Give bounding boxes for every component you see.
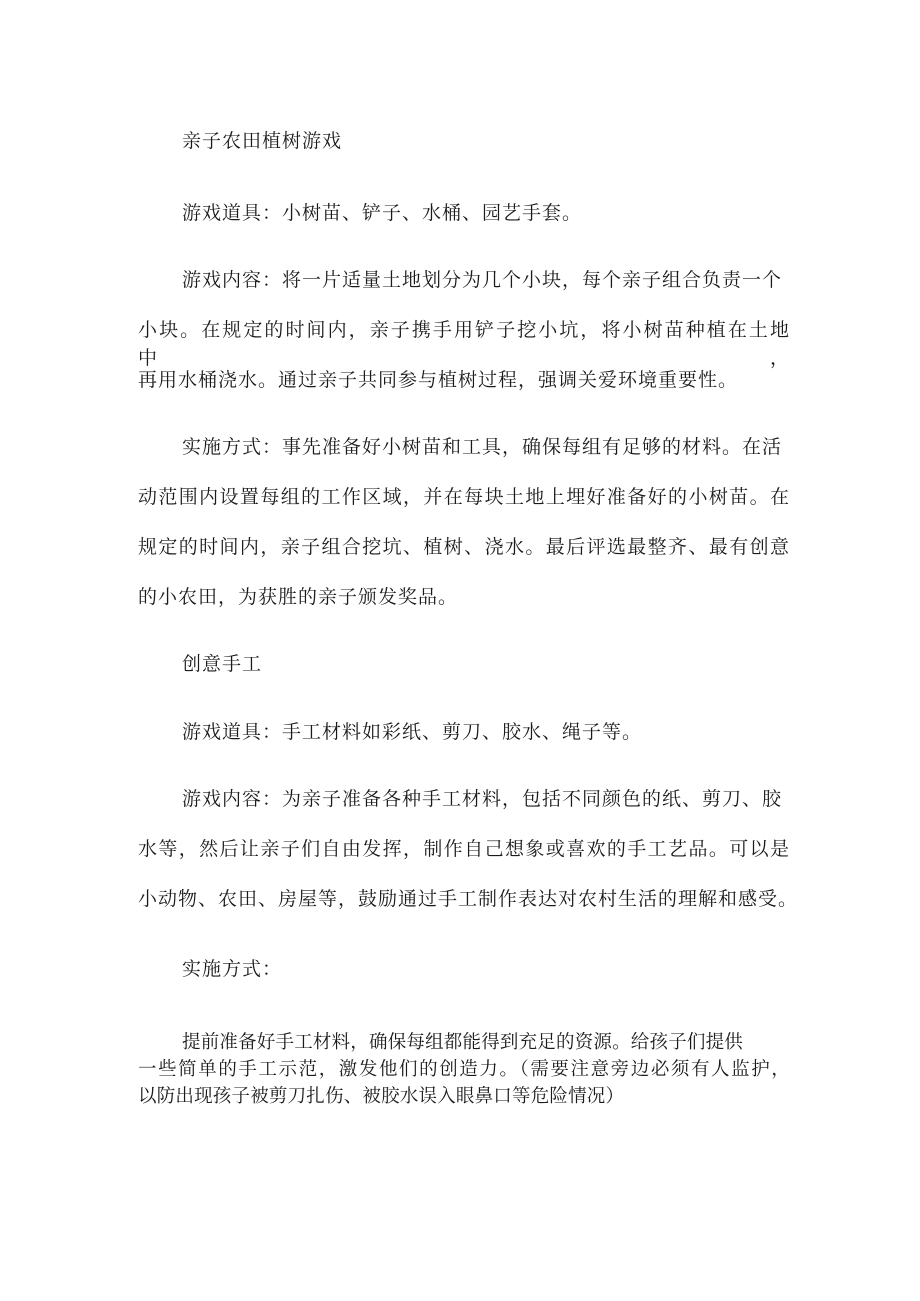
- tree-planting-content-line-3: 再用水桶浇水。通过亲子共同参与植树过程，强调关爱环境重要性。: [138, 369, 739, 391]
- creative-crafts-content-line-2: 水等，然后让亲子们自由发挥，制作自己想象或喜欢的手工艺品。可以是: [138, 838, 790, 860]
- tree-planting-content-line-2: 小块。在规定的时间内，亲子携手用铲子挖小坑，将小树苗种植在土地中，: [138, 319, 790, 369]
- creative-crafts-method-line-3: 以防出现孩子被剪刀扎伤、被胶水误入眼鼻口等危险情况）: [138, 1086, 625, 1107]
- tree-planting-method-line-3: 规定的时间内，亲子组合挖坑、植树、浇水。最后评选最整齐、最有创意: [138, 536, 790, 558]
- creative-crafts-method-line-2: 一些简单的手工示范，激发他们的创造力。（需要注意旁边必须有人监护，: [138, 1059, 790, 1080]
- section-title-tree-planting: 亲子农田植树游戏: [182, 130, 343, 152]
- tree-planting-method-line-2: 动范围内设置每组的工作区域，并在每块土地上埋好准备好的小树苗。在: [138, 486, 790, 508]
- creative-crafts-content-line-3: 小动物、农田、房屋等，鼓励通过手工制作表达对农村生活的理解和感受。: [138, 888, 799, 910]
- tree-planting-props: 游戏道具：小树苗、铲子、水桶、园艺手套。: [182, 202, 583, 224]
- creative-crafts-props: 游戏道具：手工材料如彩纸、剪刀、胶水、绳子等。: [182, 721, 643, 743]
- tree-planting-method-line-1: 实施方式：事先准备好小树苗和工具，确保每组有足够的材料。在活: [182, 436, 783, 458]
- creative-crafts-content-line-1: 游戏内容：为亲子准备各种手工材料，包括不同颜色的纸、剪刀、胶: [182, 788, 783, 810]
- tree-planting-method-line-4: 的小农田，为获胜的亲子颁发奖品。: [138, 586, 459, 608]
- tree-planting-content-line-1: 游戏内容：将一片适量土地划分为几个小块，每个亲子组合负责一个: [182, 269, 783, 291]
- creative-crafts-method-line-1: 提前准备好手工材料，确保每组都能得到充足的资源。给孩子们提供: [182, 1032, 744, 1053]
- creative-crafts-method-label: 实施方式：: [182, 958, 283, 980]
- section-title-creative-crafts: 创意手工: [182, 653, 263, 675]
